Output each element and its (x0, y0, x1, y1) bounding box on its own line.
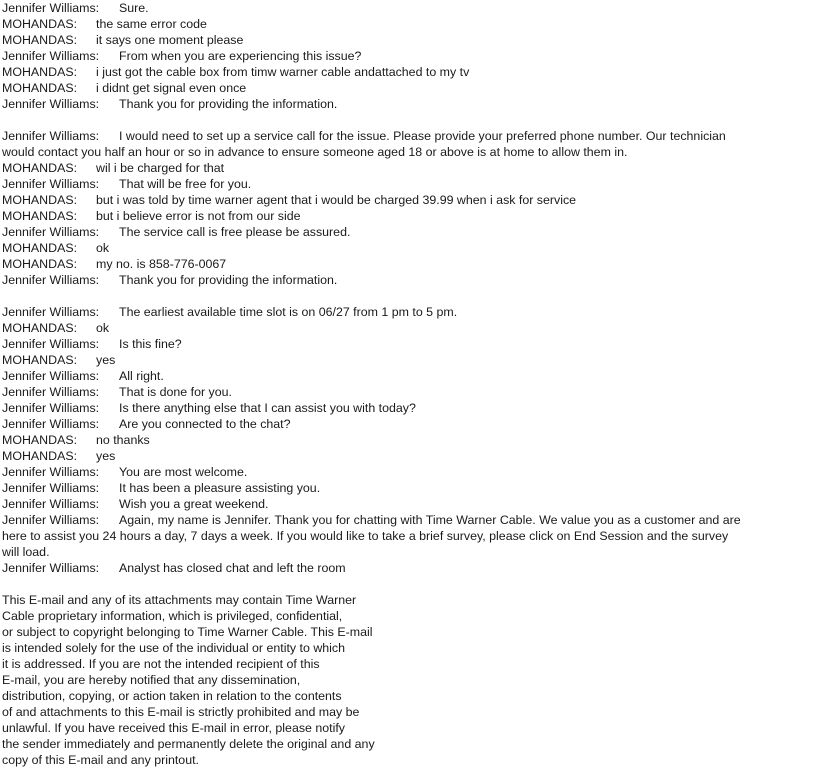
chat-message-text: it says one moment please (96, 33, 244, 47)
disclaimer-line: This E-mail and any of its attachments may contain Time Warner (2, 593, 357, 607)
chat-message-text: The service call is free please be assured. (119, 225, 351, 239)
chat-message-text: but i was told by time warner agent that i would be charged 39.99 when i ask for service (96, 193, 577, 207)
chat-message-text: Is this fine? (119, 337, 182, 351)
chat-message-text: the same error code (96, 17, 207, 31)
chat-message-text: Is there anything else that I can assist you with today? (119, 401, 416, 415)
chat-message-text: The earliest available time slot is on 06/27 from 1 pm to 5 pm. (119, 305, 458, 319)
chat-message-row (2, 208, 802, 224)
speaker-customer: MOHANDAS: (2, 193, 78, 207)
speaker-agent: Jennifer Williams: (2, 225, 100, 239)
speaker-agent: Jennifer Williams: (2, 561, 100, 575)
chat-message-row (2, 96, 802, 112)
chat-message-text: Thank you for providing the information. (119, 273, 338, 287)
speaker-agent: Jennifer Williams: (2, 97, 100, 111)
speaker-agent: Jennifer Williams: (2, 1, 100, 15)
speaker-customer: MOHANDAS: (2, 353, 78, 367)
chat-message-text: Wish you a great weekend. (119, 497, 269, 511)
chat-message-text: All right. (119, 369, 164, 383)
speaker-agent: Jennifer Williams: (2, 49, 100, 63)
disclaimer-line: it is addressed. If you are not the intended recipient of this (2, 657, 320, 671)
chat-message-row (2, 304, 802, 320)
speaker-customer: MOHANDAS: (2, 209, 78, 223)
speaker-agent: Jennifer Williams: (2, 273, 100, 287)
chat-message-row (2, 480, 802, 496)
speaker-customer: MOHANDAS: (2, 241, 78, 255)
speaker-customer: MOHANDAS: (2, 449, 78, 463)
chat-message-text: That is done for you. (119, 385, 232, 399)
speaker-agent: Jennifer Williams: (2, 305, 100, 319)
speaker-agent: Jennifer Williams: (2, 337, 100, 351)
chat-message-text: but i believe error is not from our side (96, 209, 301, 223)
chat-message-row (2, 368, 802, 384)
chat-message-text: That will be free for you. (119, 177, 252, 191)
chat-message-text: yes (96, 353, 116, 367)
disclaimer-line: or subject to copyright belonging to Time Warner Cable. This E-mail (2, 625, 373, 639)
speaker-agent: Jennifer Williams: (2, 497, 100, 511)
chat-message-row (2, 272, 802, 288)
chat-message-text: Thank you for providing the information. (119, 97, 338, 111)
blank-line (2, 112, 802, 128)
speaker-customer: MOHANDAS: (2, 433, 78, 447)
speaker-customer: MOHANDAS: (2, 321, 78, 335)
chat-message-text: I would need to set up a service call for the issue. Please provide your preferred phone number. Our technician (119, 129, 726, 143)
chat-message-text: yes (96, 449, 116, 463)
chat-message-row (2, 224, 802, 240)
chat-transcript (2, 0, 802, 592)
chat-message-row (2, 320, 802, 336)
chat-message-row (2, 464, 802, 480)
chat-message-text: my no. is 858-776-0067 (96, 257, 227, 271)
chat-message-text: ok (96, 241, 110, 255)
chat-message-row (2, 32, 802, 48)
speaker-agent: Jennifer Williams: (2, 385, 100, 399)
speaker-agent: Jennifer Williams: (2, 513, 100, 527)
disclaimer-line: the sender immediately and permanently delete the original and any (2, 737, 375, 751)
speaker-agent: Jennifer Williams: (2, 465, 100, 479)
chat-message-continuation: here to assist you 24 hours a day, 7 days a week. If you would like to take a brief survey, please click on End Session and the survey (2, 529, 729, 543)
chat-message-row (2, 256, 802, 272)
chat-message-continuation: will load. (2, 545, 50, 559)
speaker-agent: Jennifer Williams: (2, 481, 100, 495)
chat-message-row (2, 416, 802, 432)
speaker-agent: Jennifer Williams: (2, 177, 100, 191)
disclaimer-line: distribution, copying, or action taken in relation to the contents (2, 689, 342, 703)
chat-message-text: It has been a pleasure assisting you. (119, 481, 321, 495)
chat-message-text: Are you connected to the chat? (119, 417, 291, 431)
speaker-agent: Jennifer Williams: (2, 401, 100, 415)
disclaimer-line: copy of this E-mail and any printout. (2, 753, 199, 767)
chat-message-row (2, 64, 802, 80)
chat-message-text: From when you are experiencing this issue? (119, 49, 362, 63)
speaker-customer: MOHANDAS: (2, 81, 78, 95)
chat-message-continuation: would contact you half an hour or so in advance to ensure someone aged 18 or above is at home to allow them in. (2, 145, 628, 159)
chat-transcript-document (2, 0, 802, 768)
disclaimer-line: Cable proprietary information, which is privileged, confidential, (2, 609, 343, 623)
speaker-agent: Jennifer Williams: (2, 369, 100, 383)
email-disclaimer (2, 592, 802, 768)
chat-message-row (2, 352, 802, 368)
chat-message-row (2, 176, 802, 192)
speaker-agent: Jennifer Williams: (2, 129, 100, 143)
chat-message-row (2, 0, 802, 16)
chat-message-row (2, 80, 802, 96)
disclaimer-line: unlawful. If you have received this E-mail in error, please notify (2, 721, 345, 735)
chat-message-row (2, 496, 802, 512)
speaker-customer: MOHANDAS: (2, 65, 78, 79)
chat-message-text: i just got the cable box from timw warner cable andattached to my tv (96, 65, 470, 79)
chat-message-row (2, 128, 802, 144)
speaker-customer: MOHANDAS: (2, 17, 78, 31)
blank-line (2, 288, 802, 304)
chat-message-text: ok (96, 321, 110, 335)
chat-message-text: You are most welcome. (119, 465, 248, 479)
speaker-customer: MOHANDAS: (2, 161, 78, 175)
chat-message-row (2, 384, 802, 400)
disclaimer-line: of and attachments to this E-mail is strictly prohibited and may be (2, 705, 360, 719)
disclaimer-line: is intended solely for the use of the individual or entity to which (2, 641, 346, 655)
speaker-customer: MOHANDAS: (2, 257, 78, 271)
chat-message-row (2, 16, 802, 32)
disclaimer-line: E-mail, you are hereby notified that any dissemination, (2, 673, 301, 687)
chat-message-text: wil i be charged for that (96, 161, 225, 175)
chat-message-row (2, 48, 802, 64)
chat-message-row (2, 336, 802, 352)
chat-message-row (2, 448, 802, 464)
speaker-customer: MOHANDAS: (2, 33, 78, 47)
chat-message-row (2, 240, 802, 256)
chat-message-text: Analyst has closed chat and left the room (119, 561, 346, 575)
chat-message-text: Again, my name is Jennifer. Thank you for chatting with Time Warner Cable. We value you as a customer and are (119, 513, 741, 527)
speaker-agent: Jennifer Williams: (2, 417, 100, 431)
chat-message-row (2, 400, 802, 416)
chat-message-text: no thanks (96, 433, 150, 447)
blank-line (2, 576, 802, 592)
chat-message-row (2, 560, 802, 576)
chat-message-row (2, 432, 802, 448)
chat-message-text: i didnt get signal even once (96, 81, 247, 95)
chat-message-row (2, 192, 802, 208)
chat-message-row (2, 512, 802, 528)
chat-message-row (2, 160, 802, 176)
chat-message-text: Sure. (119, 1, 149, 15)
